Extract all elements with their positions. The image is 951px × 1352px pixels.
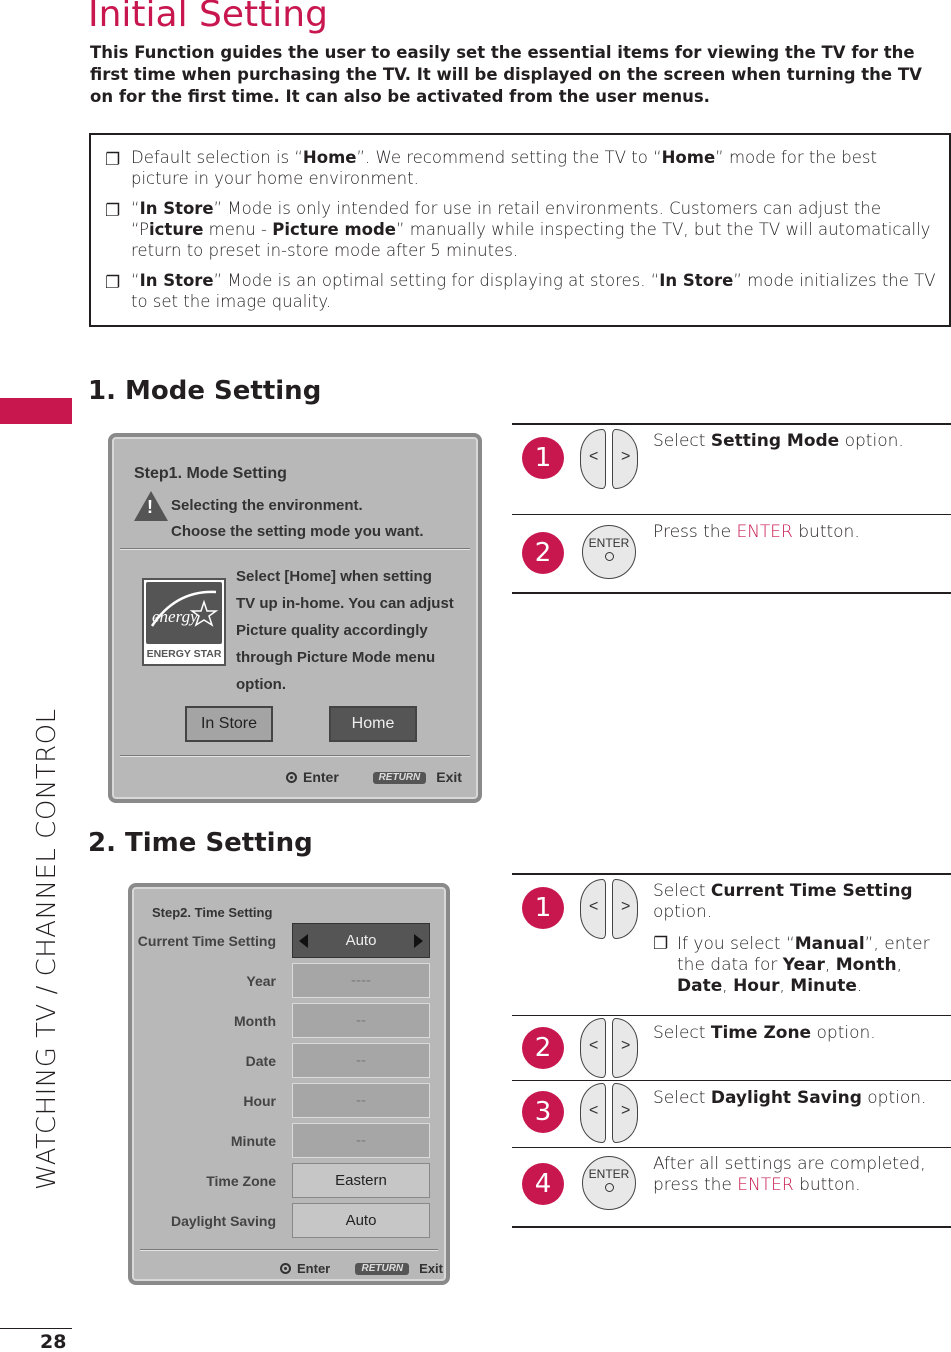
time-step-1: [512, 873, 951, 1016]
step-number: 4: [522, 1163, 564, 1205]
osd-footer: [286, 769, 462, 785]
step-number: 2: [522, 532, 564, 574]
mode-step-1: [512, 423, 951, 515]
daylight-saving-field[interactable]: Auto: [292, 1203, 430, 1238]
arrow-left-icon: [299, 934, 308, 948]
field-label-minute: Minute: [230, 1133, 276, 1149]
enter-icon: [280, 1263, 291, 1274]
time-step-4: [512, 1148, 951, 1228]
osd-warn-line-1: Selecting the environment.: [171, 497, 363, 514]
side-tab-marker: [0, 398, 72, 424]
time-zone-field[interactable]: Eastern: [292, 1163, 430, 1198]
step-text: Select Daylight Saving option.: [653, 1088, 927, 1108]
energy-star-icon: [146, 582, 222, 644]
left-right-arrow-icon: [580, 1018, 638, 1078]
page-number: 28: [40, 1331, 67, 1352]
mode-setting-heading: 1. Mode Setting: [88, 376, 322, 406]
month-field[interactable]: --: [292, 1003, 430, 1038]
exit-label: Exit: [436, 769, 462, 785]
exit-label: Exit: [419, 1261, 443, 1276]
osd-footer: [280, 1261, 443, 1276]
field-label-current-time-setting: Current Time Setting: [137, 933, 276, 949]
step-subnote: ❐ If you select “Manual”, enter the data for Year, Month, Date, Hour, Minute.: [653, 934, 930, 996]
time-step-2: [512, 1016, 951, 1081]
arrow-right-icon: [414, 934, 423, 948]
return-key-icon: RETURN: [373, 772, 427, 784]
field-label-daylight-saving: Daylight Saving: [170, 1213, 276, 1229]
time-setting-osd: [128, 883, 450, 1285]
checkbox-icon: ❐: [105, 201, 121, 221]
checkbox-icon: ❐: [105, 273, 121, 293]
step-text: Select Setting Mode option.: [653, 431, 904, 451]
field-label-hour: Hour: [243, 1093, 276, 1109]
note-1: ❐ Default selection is “Home”. We recommend setting the TV to “Home” mode for the best picture in your home environment.: [105, 148, 877, 188]
field-label-month: Month: [234, 1013, 276, 1029]
note-3: ❐ “In Store” Mode is an optimal setting for displaying at stores. “In Store” mode initializes the TV to set the image quality.: [105, 271, 936, 311]
osd-step-title: Step1. Mode Setting: [134, 465, 287, 482]
page-number-rule: [0, 1328, 72, 1329]
osd-step-title: Step2. Time Setting: [152, 905, 273, 920]
warning-icon: !: [134, 491, 168, 521]
time-step-3: [512, 1081, 951, 1148]
home-button[interactable]: Home: [329, 706, 417, 742]
step-text: Select Current Time Setting option. ❐ If you select “Manual”, enter the data for Year, Month, Date, Hour, Minute.: [653, 881, 949, 997]
date-field[interactable]: --: [292, 1043, 430, 1078]
enter-label: Enter: [297, 1261, 331, 1276]
left-right-arrow-icon: [580, 1083, 638, 1143]
minute-field[interactable]: --: [292, 1123, 430, 1158]
intro-text: This Function guides the user to easily set the essential items for viewing the TV for the first time when purchasing the TV. It will be displayed on the screen when turning the TV on for the first time. It can also be activated from the user menus.: [90, 43, 922, 106]
notes-box: [89, 133, 951, 327]
enter-icon: [286, 772, 297, 783]
return-key-icon: RETURN: [355, 1263, 409, 1275]
step-number: 2: [522, 1027, 564, 1069]
mode-setting-osd: [108, 433, 482, 803]
field-label-date: Date: [245, 1053, 276, 1069]
step-number: 3: [522, 1091, 564, 1133]
step-number: 1: [522, 437, 564, 479]
checkbox-icon: ❐: [105, 150, 121, 170]
enter-button-icon: ENTER: [582, 525, 636, 579]
field-label-year: Year: [246, 973, 276, 989]
year-field[interactable]: ----: [292, 963, 430, 998]
hour-field[interactable]: --: [292, 1083, 430, 1118]
page-title: Initial Setting: [88, 0, 328, 35]
left-right-arrow-icon: [580, 429, 638, 489]
step-text: Press the ENTER button.: [653, 522, 860, 542]
current-time-setting-selector[interactable]: Auto: [292, 923, 430, 958]
step-text: After all settings are completed, press the ENTER button.: [653, 1154, 926, 1195]
side-label: WATCHING TV / CHANNEL CONTROL: [32, 708, 62, 1190]
energy-star-text: ENERGY STAR: [146, 648, 222, 660]
left-right-arrow-icon: [580, 879, 638, 939]
mode-step-2: [512, 515, 951, 594]
enter-button-icon: ENTER: [582, 1156, 636, 1210]
note-2: ❐ “In Store” Mode is only intended for use in retail environments. Customers can adjust the “Picture menu - Picture mode” manually while inspecting the TV, but the TV will automatically return to preset in-store mode after 5 minutes.: [105, 199, 931, 260]
osd-description: Select [Home] when setting TV up in-home. You can adjust Picture quality accordingly through Picture Mode menu option.: [236, 568, 454, 693]
enter-label: Enter: [303, 769, 339, 785]
energy-star-logo: [142, 578, 226, 666]
checkbox-icon: ❐: [653, 934, 669, 954]
osd-warn-line-2: Choose the setting mode you want.: [171, 523, 424, 540]
svg-text:energy: energy: [152, 607, 198, 626]
in-store-button[interactable]: In Store: [185, 706, 273, 742]
time-setting-heading: 2. Time Setting: [88, 828, 313, 858]
step-number: 1: [522, 887, 564, 929]
step-text: Select Time Zone option.: [653, 1023, 876, 1043]
field-label-time-zone: Time Zone: [206, 1173, 276, 1189]
